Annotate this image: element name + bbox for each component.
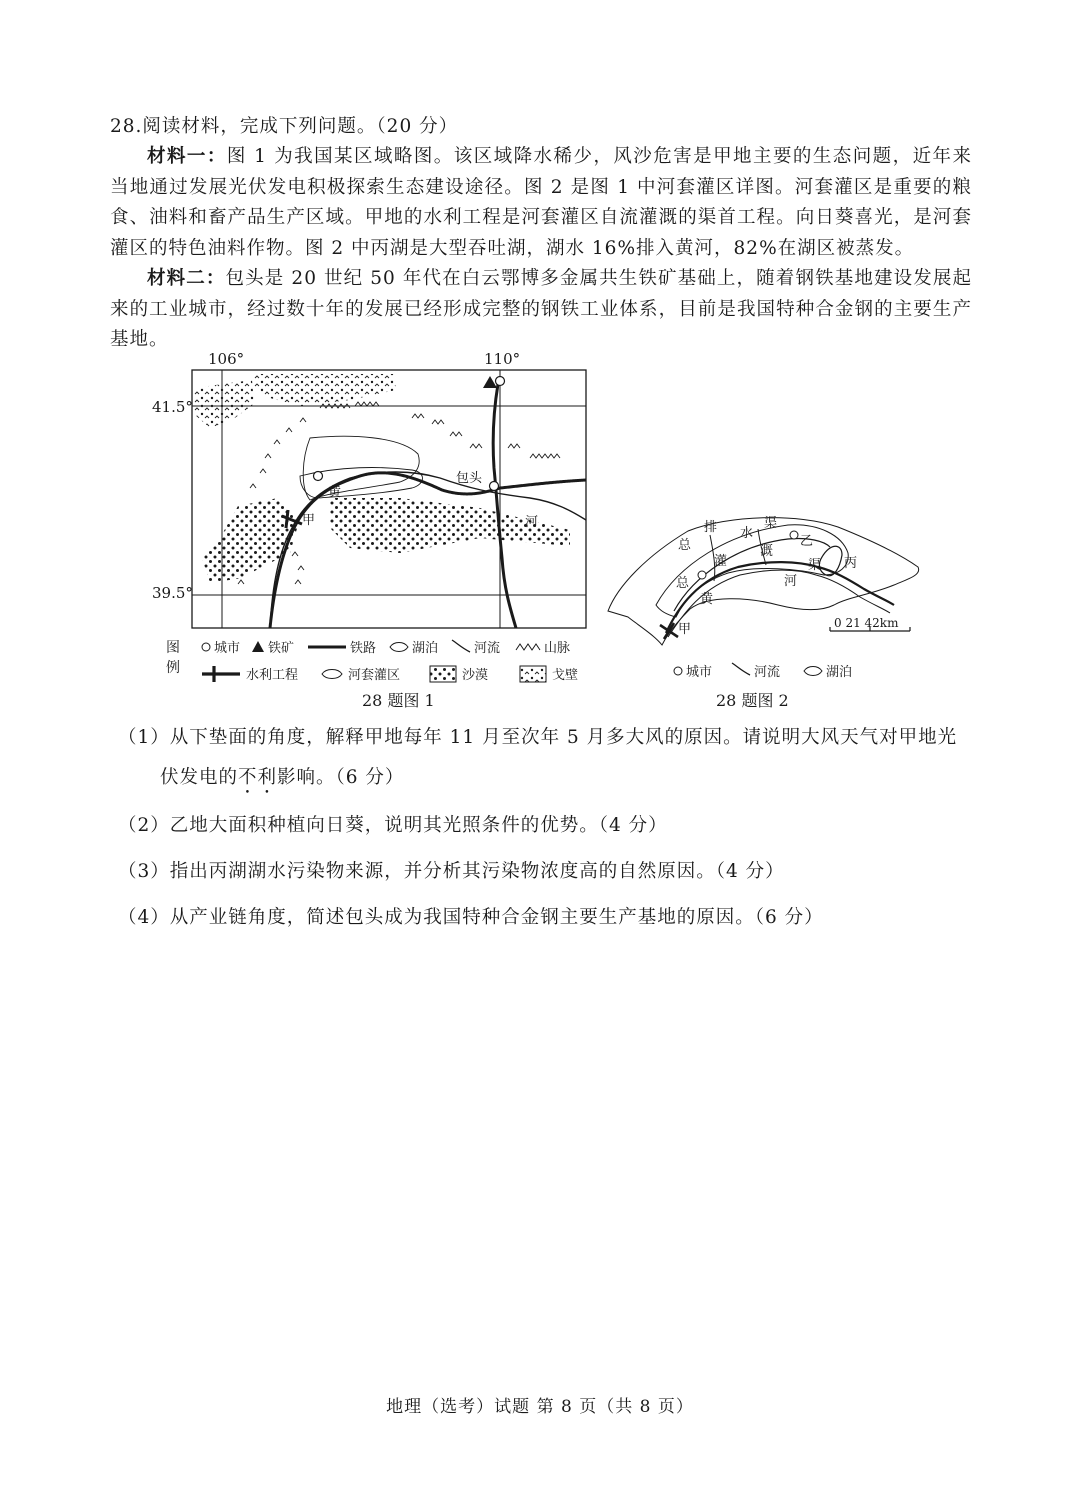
material-two-label: 材料二： (147, 268, 226, 289)
legend-iron-icon (252, 641, 264, 652)
legend-title-1: 图 (166, 640, 180, 656)
baotou-city (490, 482, 499, 491)
label-shui: 水 (740, 526, 754, 541)
railway-line (270, 473, 586, 628)
legend-desert-label: 沙漠 (462, 668, 489, 683)
label-qu: 渠 (764, 516, 778, 531)
legend-lake-icon (390, 643, 408, 652)
lat-41-5-label: 41.5° (152, 398, 193, 416)
legend-desert-icon (430, 666, 456, 682)
label-gai: 溉 (760, 544, 774, 559)
city-north-of-jia (314, 472, 323, 481)
subquestion-2-text: 乙地大面积种植向日葵，说明其光照条件的优势。（4 分） (169, 815, 668, 836)
legend-water-project-label: 水利工程 (246, 668, 299, 683)
figure-2-caption: 28 题图 2 (716, 691, 789, 710)
label-qu-2: 渠 (808, 558, 822, 573)
legend-gobi-icon (520, 666, 546, 682)
jia-label: 甲 (302, 513, 316, 528)
legend-irrigation-label: 河套灌区 (348, 668, 401, 683)
city-yi (790, 531, 798, 539)
material-one-label: 材料一： (147, 146, 227, 167)
scale-label: 0 21 42km (834, 616, 899, 630)
label-pai: 排 (704, 520, 718, 535)
figure-2-map (598, 505, 928, 720)
city-west (698, 571, 706, 579)
subquestion-4-number: （4） (118, 907, 170, 928)
label-zong-1: 总 (678, 538, 692, 553)
question-title: 28.阅读材料，完成下列问题。（20 分） (110, 116, 459, 137)
legend-mountain-icon (516, 644, 540, 650)
legend-lake-label: 湖泊 (412, 641, 439, 656)
page-footer: 地理（选考）试题 第 8 页（共 8 页） (386, 1397, 694, 1417)
legend-river-label: 河流 (754, 665, 781, 680)
material-two-text: 包头是 20 世纪 50 年代在白云鄂博多金属共生铁矿基础上，随着钢铁基地建设发展起来的工业城市，经过数十年的发展已经形成完整的钢铁工业体系，目前是我国特种合金钢的主要生产基地。 (110, 268, 972, 351)
legend-city-label: 城市 (686, 665, 713, 680)
legend-title-2: 例 (166, 660, 180, 676)
gobi-area-west (194, 380, 254, 428)
label-zong-2: 总 (676, 576, 690, 591)
legend-river-icon (732, 663, 750, 675)
subquestion-1-text-a: 从下垫面的角度，解释甲地每年 11 月至次年 5 月多大风的原因。请说明大风天气对甲地光 (169, 727, 958, 748)
material-one (110, 142, 972, 264)
subquestion-1-line-2 (118, 758, 978, 798)
subquestion-2-number: （2） (118, 815, 170, 836)
subquestion-3-text: 指出丙湖湖水污染物来源，并分析其污染物浓度高的自然原因。（4 分） (169, 861, 785, 882)
lat-39-5-label: 39.5° (152, 584, 193, 602)
legend-mountain-label: 山脉 (544, 641, 571, 656)
subquestion-1-text-b-pre: 伏发电的 (160, 767, 239, 788)
subquestion-1-text-b-post: 影响。（6 分） (277, 767, 405, 788)
lon-110-label: 110° (484, 350, 521, 368)
legend-river-label: 河流 (474, 641, 501, 656)
legend-city-label: 城市 (214, 641, 241, 656)
mountain-ranges (238, 402, 560, 584)
lon-106-label: 106° (208, 350, 245, 368)
he-label: 河 (525, 515, 539, 530)
legend-river-icon (452, 640, 470, 652)
subquestion-3-number: （3） (118, 861, 170, 882)
label-bing: 丙 (844, 556, 858, 571)
label-jia: 甲 (678, 622, 692, 637)
iron-mine-icon (483, 376, 497, 388)
material-one-text: 图 1 为我国某区域略图。该区域降水稀少，风沙危害是甲地主要的生态问题，近年来当地通过发展光伏发电积极探索生态建设途径。图 2 是图 1 中河套灌区详图。河套灌区是重要的粮食、油料和畜产品生产区域。甲地的水利工程是河套灌区自流灌溉的渠首工程。向日葵喜光，是河套灌区的特色油料作物。图 2 中丙湖是大型吞吐湖，湖水 16%排入黄河，82%在湖区被蒸发。 (110, 146, 972, 259)
subquestion-2 (118, 806, 668, 846)
figure-1-caption: 28 题图 1 (362, 691, 435, 710)
legend-irrigation-icon (322, 670, 342, 679)
legend-lake-label: 湖泊 (826, 665, 853, 680)
subquestion-1-emphasis: 不利 (238, 767, 278, 788)
legend-iron-label: 铁矿 (268, 641, 295, 656)
huang-label: 黄 (328, 485, 342, 500)
baotou-label: 包头 (456, 471, 483, 486)
label-yi: 乙 (800, 534, 814, 549)
label-huang: 黄 (700, 592, 714, 607)
subquestion-4 (118, 898, 824, 938)
legend-city-icon (674, 667, 682, 675)
legend-city-icon (202, 643, 210, 651)
iron-mine-city (496, 377, 505, 386)
yellow-river (270, 472, 586, 628)
irrigation-area-main (303, 436, 419, 500)
label-guan: 灌 (714, 554, 728, 569)
legend-gobi-label: 戈壁 (552, 668, 579, 683)
figure-1-map (150, 348, 590, 718)
subquestion-4-text: 从产业链角度，简述包头成为我国特种合金钢主要生产基地的原因。（6 分） (169, 907, 824, 928)
railway-north (493, 384, 516, 628)
legend-railway-label: 铁路 (350, 641, 377, 656)
material-two (110, 264, 972, 356)
legend-lake-icon (804, 667, 822, 676)
label-he: 河 (784, 574, 798, 589)
legend-water-project-icon (202, 666, 240, 682)
subquestion-1 (118, 718, 978, 798)
gobi-area (254, 374, 396, 406)
subquestion-1-number: （1） (118, 727, 170, 748)
subquestion-3 (118, 852, 785, 892)
